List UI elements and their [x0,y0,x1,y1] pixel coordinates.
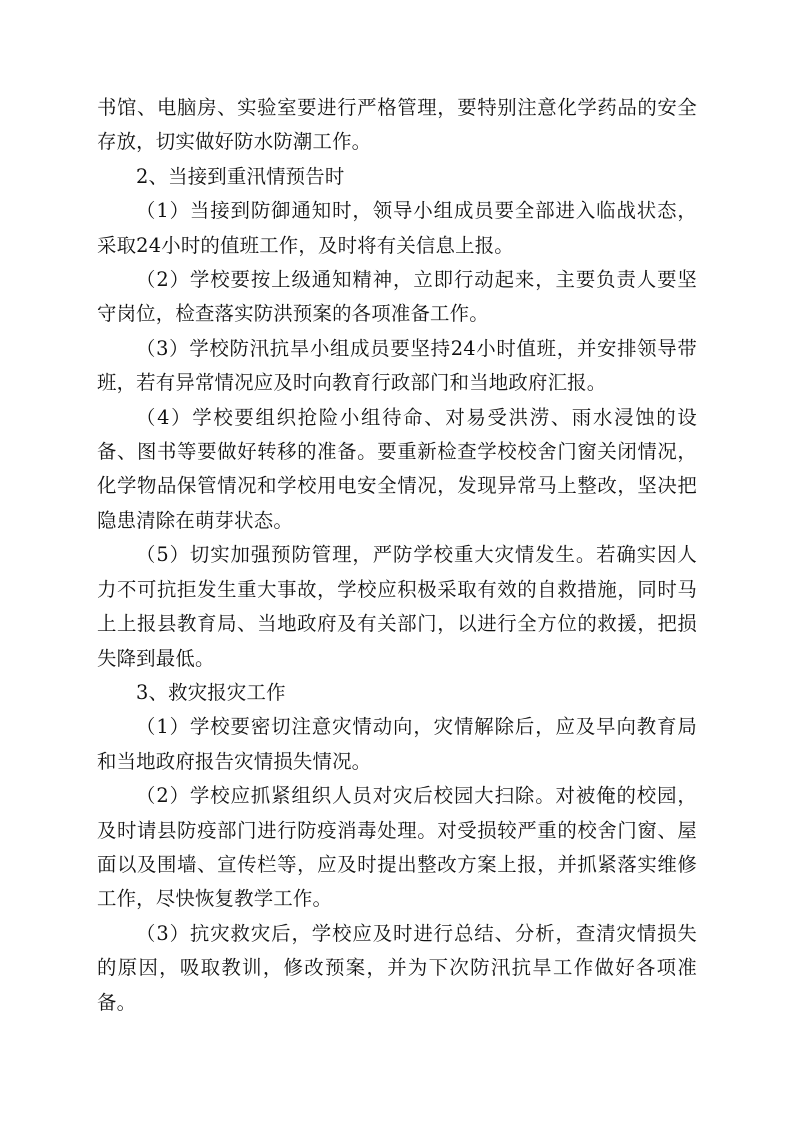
paragraph-item-4: （4）学校要组织抢险小组待命、对易受洪涝、雨水浸蚀的设备、图书等要做好转移的准备。要重新检查学校校舍门窗关闭情况，化学物品保管情况和学校用电安全情况，发现异常马上整改，坚决把隐患清除在萌芽状态。 [97,405,697,532]
paragraph-item-1: （1）当接到防御通知时，领导小组成员要全部进入临战状态，采取24小时的值班工作，及时将有关信息上报。 [97,199,697,257]
document-body [97,91,697,1020]
section-heading-disaster-relief: 3、救灾报灾工作 [136,680,286,704]
paragraph-item-3: （3）学校防汛抗旱小组成员要坚持24小时值班，并安排领导带班，若有异常情况应及时向教育行政部门和当地政府汇报。 [97,336,697,395]
paragraph-item-5: （5）切实加强预防管理，严防学校重大灾情发生。若确实因人力不可抗拒发生重大事故，学校应积极采取有效的自救措施，同时马上上报县教育局、当地政府及有关部门，以进行全方位的救援，把损失降到最低。 [97,543,697,670]
paragraph-relief-item-1: （1）学校要密切注意灾情动向，灾情解除后，应及早向教育局和当地政府报告灾情损失情况。 [97,715,697,773]
paragraph-relief-item-3: （3）抗灾救灾后，学校应及时进行总结、分析，查清灾情损失的原因，吸取教训，修改预案，并为下次防汛抗旱工作做好各项准备。 [97,921,697,1014]
paragraph-relief-item-2: （2）学校应抓紧组织人员对灾后校园大扫除。对被俺的校园，及时请县防疫部门进行防疫消毒处理。对受损较严重的校舍门窗、屋面以及围墙、宣传栏等，应及时提出整改方案上报，并抓紧落实维修工作，尽快恢复教学工作。 [97,784,697,911]
paragraph-continuation: 书馆、电脑房、实验室要进行严格管理，要特别注意化学药品的安全存放，切实做好防水防潮工作。 [97,96,697,154]
section-heading-flood-warning: 2、当接到重汛情预告时 [136,164,345,188]
paragraph-item-2: （2）学校要按上级通知精神，立即行动起来，主要负责人要坚守岗位，检查落实防洪预案的各项准备工作。 [97,268,697,326]
